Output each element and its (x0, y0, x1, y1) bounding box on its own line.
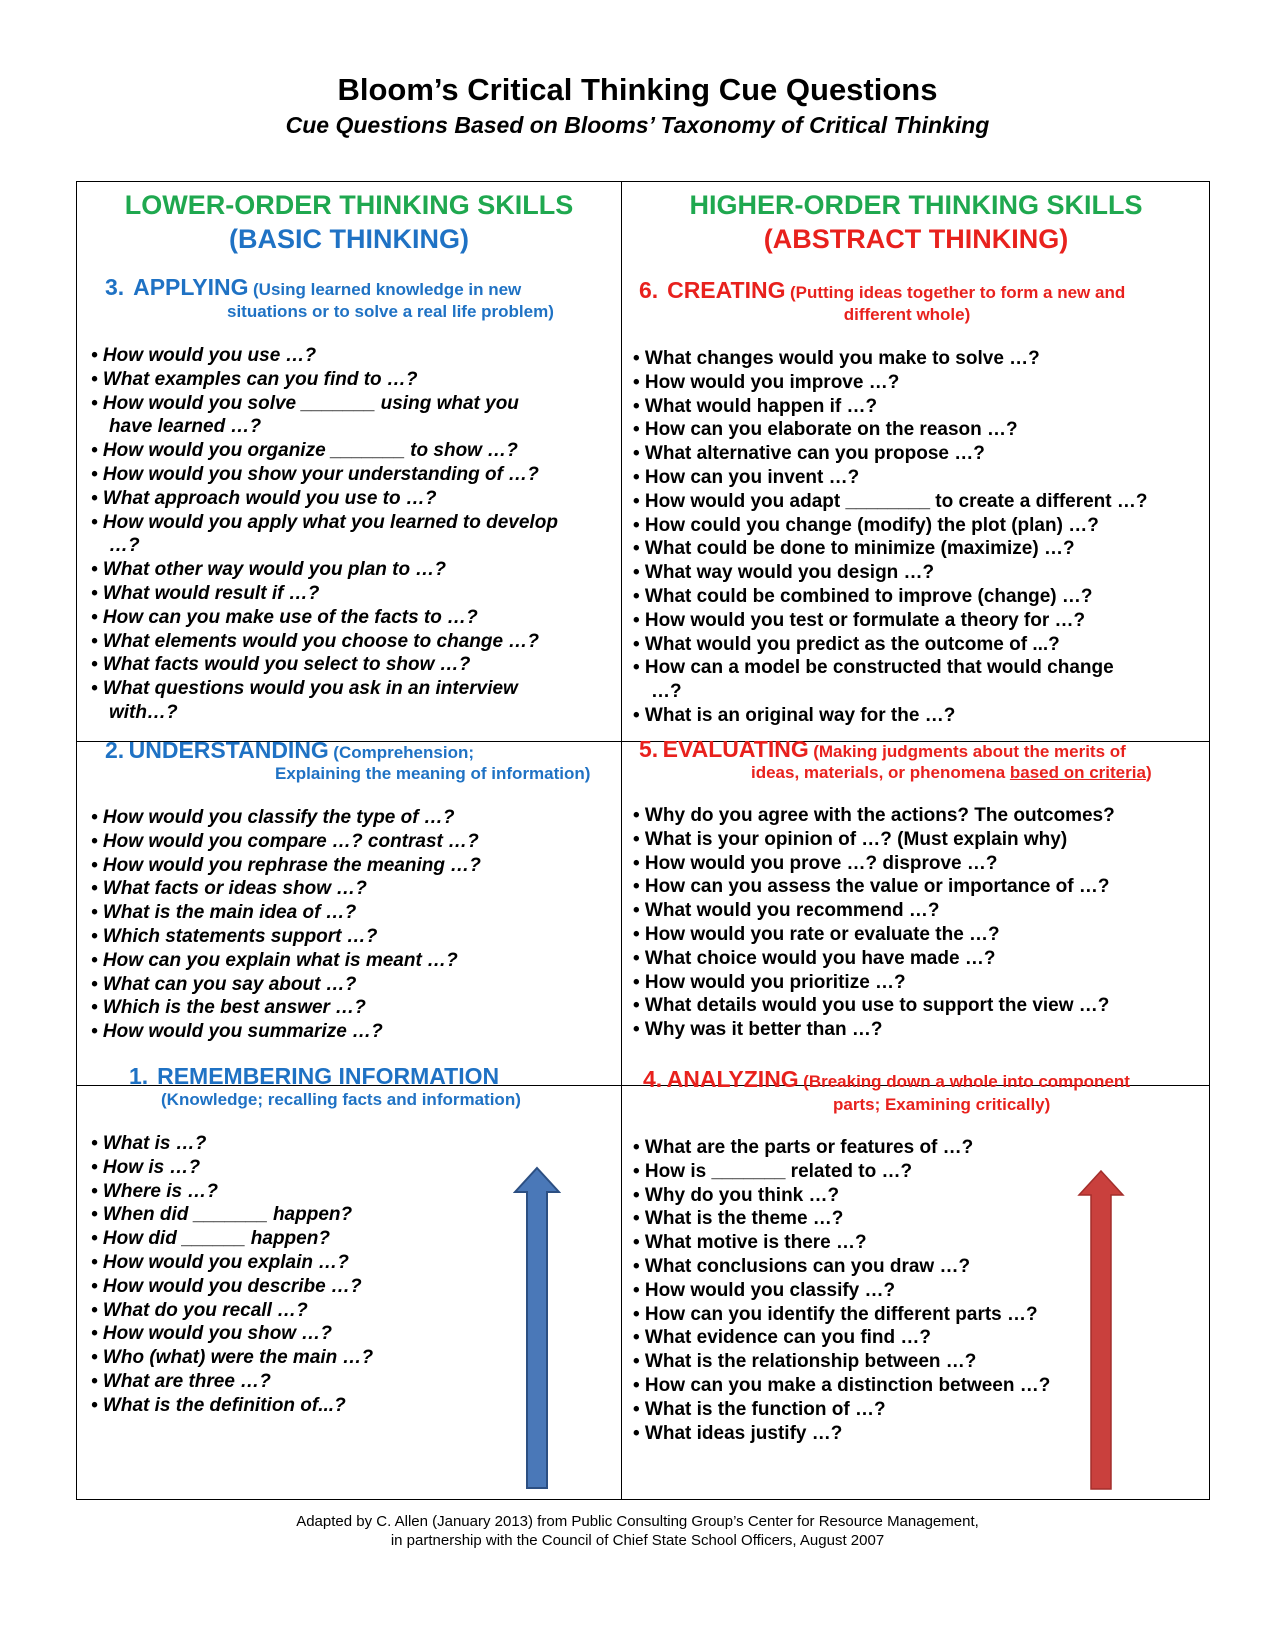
question-item: • What approach would you use to …? (91, 487, 437, 509)
remembering-name: REMEMBERING INFORMATION (157, 1063, 500, 1089)
question-item: • What could be combined to improve (change) …? (633, 585, 1093, 607)
question-item: • How can you elaborate on the reason …? (633, 419, 1018, 441)
column-divider (621, 182, 622, 1499)
lower-order-subtitle: (BASIC THINKING) (229, 224, 469, 254)
question-item: • What are three …? (91, 1370, 271, 1392)
question-item: • What ideas justify …? (633, 1422, 843, 1444)
question-item: • How can you explain what is meant …? (91, 949, 458, 971)
question-item: • How could you change (modify) the plot (plan) …? (633, 514, 1099, 536)
higher-order-subtitle: (ABSTRACT THINKING) (763, 224, 1069, 254)
blue-up-arrow-icon (513, 1166, 561, 1490)
question-item: • What would you predict as the outcome of ...? (633, 633, 1060, 655)
question-item: …? (109, 535, 140, 557)
question-item: • How would you classify …? (633, 1279, 896, 1301)
question-item: • How would you show …? (91, 1323, 332, 1345)
analyzing-desc: (Breaking down a whole into component (803, 1072, 1130, 1091)
evaluating-desc: (Making judgments about the merits of (813, 742, 1126, 761)
question-item: • What questions would you ask in an interview (91, 678, 518, 700)
question-item: • How would you apply what you learned to develop (91, 511, 558, 533)
page-subtitle: Cue Questions Based on Blooms’ Taxonomy of Critical Thinking (285, 112, 990, 138)
question-item: • How would you show your understanding of …? (91, 463, 539, 485)
question-item: • Why do you agree with the actions? The outcomes? (633, 805, 1115, 826)
evaluating-name: EVALUATING (662, 736, 809, 762)
question-item: • What motive is there …? (633, 1232, 867, 1254)
question-item: • How would you prioritize …? (633, 971, 906, 993)
evaluating-questions (633, 804, 1115, 1042)
question-item: • What is the relationship between …? (633, 1351, 977, 1373)
question-item: • How can you identify the different parts …? (633, 1303, 1038, 1325)
understanding-name: UNDERSTANDING (128, 737, 329, 763)
question-item: • How would you classify the type of …? (91, 807, 455, 828)
remembering-desc: (Knowledge; recalling facts and information) (161, 1090, 521, 1109)
question-item: • What is the theme …? (633, 1208, 844, 1230)
question-item: • How would you organize _______ to show …? (91, 440, 518, 462)
question-item: • What is the definition of...? (91, 1394, 346, 1416)
question-item: • What choice would you have made …? (633, 947, 996, 969)
question-item: • How would you rate or evaluate the …? (633, 923, 1000, 945)
question-item: • Which statements support …? (91, 925, 378, 947)
question-item: • What evidence can you find …? (633, 1327, 932, 1349)
citation-line-2: in partnership with the Council of Chief State School Officers, August 2007 (390, 1532, 885, 1549)
analyzing-desc-2: parts; Examining critically) (833, 1095, 1051, 1114)
question-item: • How would you adapt ________ to create a different …? (633, 490, 1148, 512)
question-item: • How can a model be constructed that would change (633, 657, 1114, 679)
question-item: • What is the main idea of …? (91, 902, 357, 924)
question-item: • What is an original way for the …? (633, 704, 956, 726)
question-item: • Why was it better than …? (633, 1019, 883, 1041)
creating-questions (633, 347, 1148, 728)
question-item: • How would you improve …? (633, 371, 900, 393)
question-item: • How would you rephrase the meaning …? (91, 854, 481, 876)
question-item: • How can you make use of the facts to …? (91, 606, 478, 628)
creating-desc: (Putting ideas together to form a new and (789, 283, 1126, 302)
question-item: • What is …? (91, 1133, 207, 1154)
red-up-arrow-icon (1077, 1169, 1125, 1491)
understanding-questions (91, 806, 481, 1044)
question-item: • What details would you use to support the view …? (633, 995, 1110, 1017)
evaluating-desc-2: ideas, materials, or phenomena based on criteria) (751, 763, 1152, 782)
question-item: • How is _______ related to …? (633, 1160, 913, 1182)
question-item: • How would you summarize …? (91, 1021, 383, 1043)
understanding-title: 2. UNDERSTANDING (Comprehension; (105, 737, 475, 763)
creating-name: CREATING (667, 277, 786, 303)
question-item: with…? (109, 701, 178, 723)
question-item: • How is …? (91, 1156, 201, 1178)
understanding-desc-2: Explaining the meaning of information) (275, 764, 591, 783)
question-item: • What examples can you find to …? (91, 368, 418, 390)
question-item: • What is your opinion of …? (Must explain why) (633, 828, 1068, 850)
page-title: Bloom’s Critical Thinking Cue Questions (337, 72, 938, 107)
citation-line-1: Adapted by C. Allen (January 2013) from Public Consulting Group’s Center for Resource Management, (296, 1513, 979, 1530)
question-item: • What elements would you choose to change …? (91, 630, 539, 652)
creating-desc-2: different whole) (843, 305, 971, 324)
question-item: • How can you invent …? (633, 466, 860, 488)
question-item: • What conclusions can you draw …? (633, 1255, 971, 1277)
question-item: • What is the function of …? (633, 1398, 886, 1420)
creating-title: 6. CREATING (Putting ideas together to form a new and (639, 277, 1126, 303)
question-item: • What could be done to minimize (maximize) …? (633, 538, 1075, 560)
question-item: • What do you recall …? (91, 1299, 308, 1321)
applying-desc-2: situations or to solve a real life problem) (227, 302, 554, 321)
question-item: • Who (what) were the main …? (91, 1347, 374, 1369)
taxonomy-grid (76, 181, 1210, 1500)
question-item: • How would you use …? (91, 345, 317, 366)
question-item: • What other way would you plan to …? (91, 559, 446, 581)
question-item: • Why do you think …? (633, 1184, 840, 1206)
analyzing-questions (633, 1136, 1050, 1445)
citation-footer (0, 1512, 1275, 1550)
question-item: • What way would you design …? (633, 562, 935, 584)
analyzing-title: 4. ANALYZING (Breaking down a whole into component (643, 1066, 1130, 1092)
remembering-title: 1. REMEMBERING INFORMATION (129, 1063, 500, 1089)
applying-questions (91, 344, 558, 725)
question-item: • When did _______ happen? (91, 1204, 353, 1226)
question-item: • How would you solve _______ using what you (91, 392, 519, 414)
question-item: • What would result if …? (91, 582, 320, 604)
question-item: • Where is …? (91, 1180, 219, 1202)
evaluating-title: 5. EVALUATING (Making judgments about the merits of (639, 736, 1126, 762)
question-item: • What facts or ideas show …? (91, 878, 367, 900)
question-item: • How would you compare …? contrast …? (91, 830, 479, 852)
question-item: • What would happen if …? (633, 395, 878, 417)
question-item: …? (651, 681, 682, 703)
question-item: • How would you describe …? (91, 1275, 362, 1297)
applying-name: APPLYING (133, 274, 249, 300)
applying-title: 3. APPLYING (Using learned knowledge in new (105, 274, 522, 300)
question-item: • How can you assess the value or importance of …? (633, 876, 1110, 898)
remembering-questions (91, 1132, 373, 1418)
higher-order-heading (621, 188, 1211, 256)
question-item: • How would you test or formulate a theory for …? (633, 609, 1086, 631)
question-item: • What changes would you make to solve …? (633, 348, 1040, 369)
question-item: • How did ______ happen? (91, 1228, 330, 1250)
question-item: • How would you prove …? disprove …? (633, 852, 998, 874)
question-item: • What alternative can you propose …? (633, 443, 985, 465)
question-item: • How can you make a distinction between …? (633, 1374, 1051, 1396)
question-item: • What are the parts or features of …? (633, 1137, 974, 1158)
understanding-desc: (Comprehension; (333, 743, 475, 762)
lower-order-title: LOWER-ORDER THINKING SKILLS (124, 190, 574, 220)
question-item: have learned …? (109, 416, 262, 438)
question-item: • What facts would you select to show …? (91, 654, 471, 676)
applying-desc: (Using learned knowledge in new (253, 280, 522, 299)
analyzing-name: ANALYZING (666, 1066, 799, 1092)
question-item: • What would you recommend …? (633, 900, 940, 922)
question-item: • How would you explain …? (91, 1251, 349, 1273)
higher-order-title: HIGHER-ORDER THINKING SKILLS (689, 190, 1143, 220)
lower-order-heading (77, 188, 621, 256)
question-item: • Which is the best answer …? (91, 997, 366, 1019)
question-item: • What can you say about …? (91, 973, 357, 995)
